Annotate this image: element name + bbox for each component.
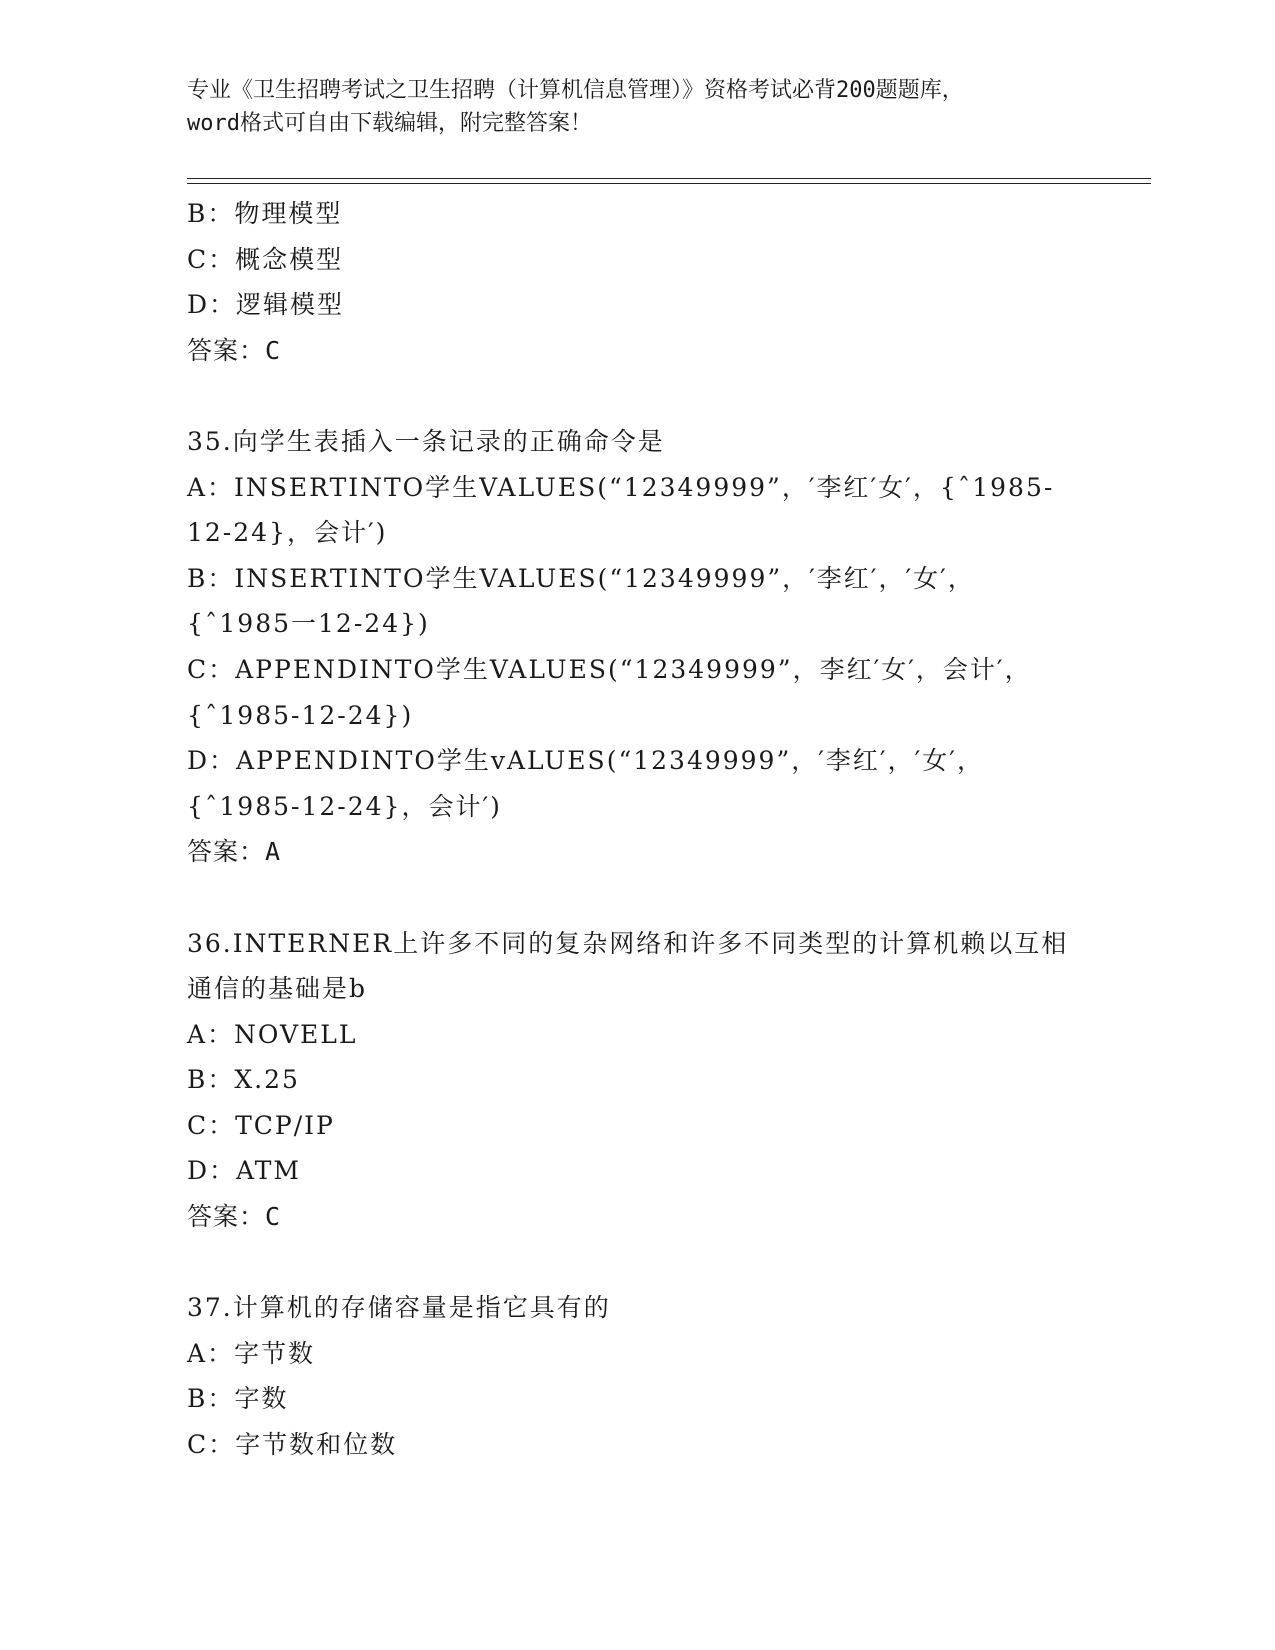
answer: 答案：C [187, 1202, 282, 1232]
option-b-continued: {ˆ1985一12-24}) [187, 609, 430, 639]
document-header [187, 74, 1087, 140]
question-34-tail [187, 191, 1097, 373]
question-list [187, 191, 1097, 1468]
question-37 [187, 1285, 1097, 1467]
header-divider-top [187, 178, 1151, 179]
header-line-2: word格式可自由下载编辑，附完整答案！ [187, 111, 592, 136]
option-c: C：TCP/IP [187, 1110, 335, 1140]
question-stem-continued: 通信的基础是b [187, 974, 368, 1004]
header-divider-bottom [187, 183, 1151, 184]
option-d: D：ATM [187, 1156, 302, 1186]
question-stem: 35.向学生表插入一条记录的正确命令是 [187, 426, 665, 456]
option-a: A：字节数 [187, 1338, 316, 1368]
question-spacer [187, 875, 1097, 921]
option-a: A：INSERTINTO学生VALUES(“12349999”，′李红′女′，{ˆ1985- [187, 472, 1055, 502]
question-spacer [187, 373, 1097, 419]
option-c: C：字节数和位数 [187, 1430, 398, 1460]
option-c-continued: {ˆ1985-12-24}) [187, 700, 414, 730]
option-c: C：APPENDINTO学生VALUES(“12349999”，李红′女′，会计′， [187, 654, 1032, 684]
option-a-continued: 12-24}，会计′) [187, 518, 388, 548]
option-b: B：INSERTINTO学生VALUES(“12349999”，′李红′，′女′， [187, 563, 975, 593]
question-36 [187, 921, 1097, 1240]
option-d-continued: {ˆ1985-12-24}，会计′) [187, 791, 502, 821]
option-d: D：APPENDINTO学生vALUES(“12349999”，′李红′，′女′， [187, 746, 984, 776]
option-b: B：字数 [187, 1384, 289, 1414]
option-a: A：NOVELL [187, 1019, 358, 1049]
answer: 答案：C [187, 335, 282, 365]
option-b: B：X.25 [187, 1065, 300, 1095]
question-spacer [187, 1240, 1097, 1286]
option-b: B：物理模型 [187, 199, 343, 228]
question-35 [187, 419, 1097, 875]
option-d: D：逻辑模型 [187, 290, 345, 320]
question-stem: 36.INTERNER上许多不同的复杂网络和许多不同类型的计算机赖以互相 [187, 928, 1069, 958]
question-stem: 37.计算机的存储容量是指它具有的 [187, 1293, 611, 1323]
header-line-1: 专业《卫生招聘考试之卫生招聘（计算机信息管理）》资格考试必背200题题库， [187, 78, 964, 103]
option-c: C：概念模型 [187, 244, 344, 274]
answer: 答案：A [187, 837, 282, 867]
